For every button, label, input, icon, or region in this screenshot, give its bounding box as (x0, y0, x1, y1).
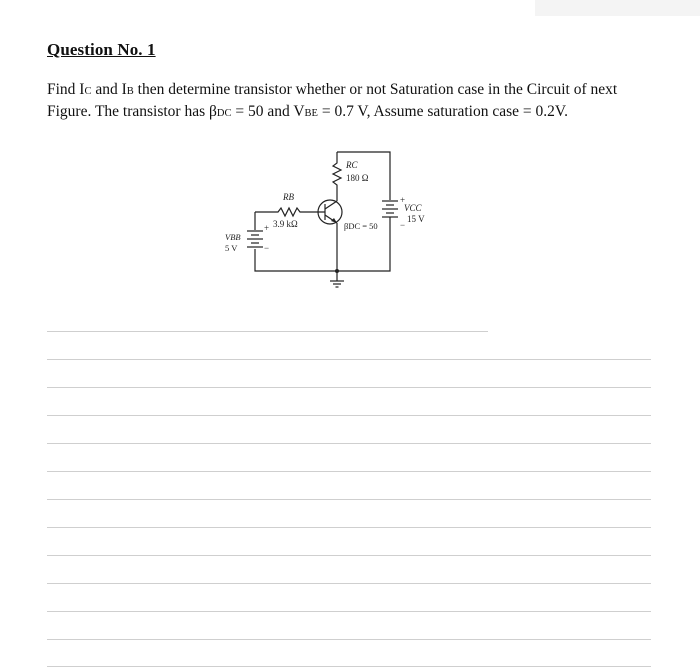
vbb-value: 5 V (225, 243, 238, 253)
answer-line (47, 583, 651, 584)
answer-line (47, 666, 651, 667)
top-right-shade (535, 0, 700, 16)
vcc-value: 15 V (407, 214, 425, 224)
vcc-plus: + (400, 195, 406, 205)
rc-label: RC (346, 160, 358, 170)
rb-value: 3.9 kΩ (273, 219, 298, 229)
answer-line (47, 331, 488, 332)
rb-label: RB (283, 192, 294, 202)
vbb-plus: + (264, 223, 270, 233)
rc-value: 180 Ω (346, 173, 369, 183)
answer-line (47, 443, 651, 444)
beta-label: βDC = 50 (344, 221, 378, 231)
answer-line (47, 471, 651, 472)
answer-line (47, 499, 651, 500)
answer-line (47, 611, 651, 612)
rc-resistor (333, 152, 341, 201)
vcc-label: VCC (404, 203, 422, 213)
answer-line (47, 387, 651, 388)
answer-line (47, 527, 651, 528)
answer-line (47, 639, 651, 640)
vcc-minus: − (400, 220, 406, 230)
rb-resistor (255, 208, 325, 216)
question-line-2: Figure. The transistor has βDC = 50 and VBE = 0.7 V, Assume saturation case = 0.2V. (47, 103, 568, 120)
vbb-minus: − (264, 243, 270, 253)
answer-line (47, 555, 651, 556)
question-text (47, 80, 667, 124)
circuit-diagram (220, 145, 430, 295)
question-line-1: Find IC and IB then determine transistor whether or not Saturation case in the Circuit of next (47, 81, 618, 98)
answer-line (47, 359, 651, 360)
vbb-label: VBB (225, 232, 241, 242)
question-heading: Question No. 1 (47, 40, 156, 59)
answer-line (47, 415, 651, 416)
